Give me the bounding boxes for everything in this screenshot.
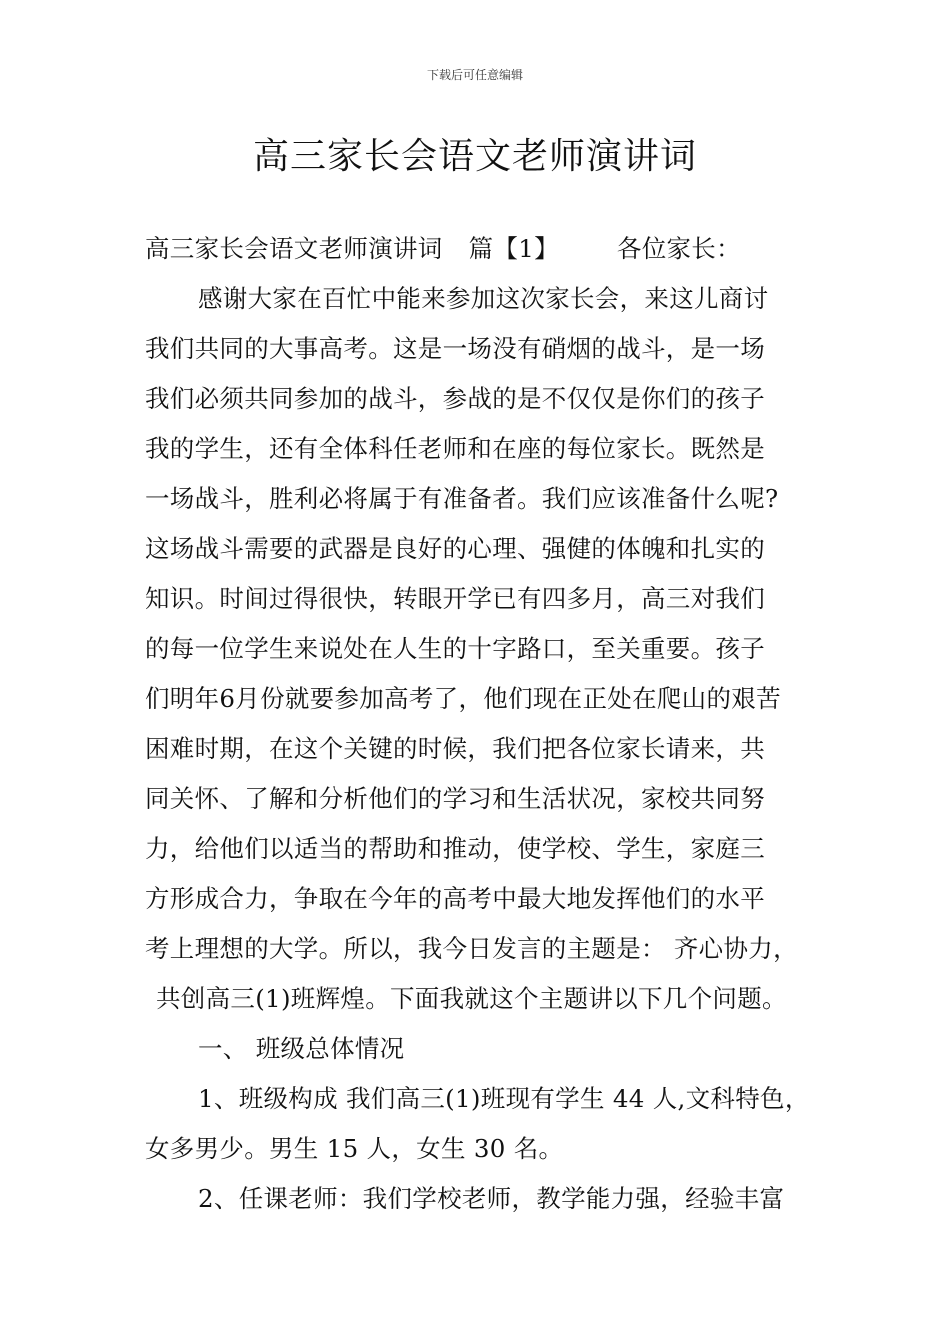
section-heading: 一、 班级总体情况 xyxy=(198,1034,405,1063)
document-title: 高三家长会语文老师演讲词 xyxy=(252,136,697,177)
paragraph-line: 共创高三(1)班辉煌。下面我就这个主题讲以下几个问题。 xyxy=(156,984,787,1013)
paragraph-line: 1、班级构成 我们高三(1)班现有学生 44 人,文科特色， xyxy=(198,1084,810,1113)
paragraph-line: 力，给他们以适当的帮助和推动，使学校、学生，家庭三 xyxy=(145,834,765,863)
subtitle-doc-name: 高三家长会语文老师演讲词 xyxy=(145,234,443,263)
paragraph-line: 这场战斗需要的武器是良好的心理、强健的体魄和扎实的 xyxy=(145,534,765,563)
paragraph-line: 我们共同的大事高考。这是一场没有硝烟的战斗，是一场 xyxy=(145,334,765,363)
subtitle-greeting: 各位家长： xyxy=(616,234,741,263)
paragraph-line: 2、任课老师：我们学校老师，教学能力强，经验丰富 xyxy=(198,1184,785,1213)
paragraph-line: 们明年6月份就要参加高考了，他们现在正处在爬山的艰苦 xyxy=(145,684,781,713)
header-note: 下载后可任意编辑 xyxy=(426,68,523,82)
paragraph-line: 考上理想的大学。所以，我今日发言的主题是： 齐心协力， xyxy=(145,934,798,963)
paragraph-line: 方形成合力，争取在今年的高考中最大地发挥他们的水平 xyxy=(145,884,765,913)
paragraph-line: 困难时期，在这个关键的时候，我们把各位家长请来，共 xyxy=(145,734,765,763)
paragraph-line: 女多男少。男生 15 人，女生 30 名。 xyxy=(145,1134,564,1163)
paragraph-line: 的每一位学生来说处在人生的十字路口，至关重要。孩子 xyxy=(145,634,765,663)
paragraph-line: 同关怀、了解和分析他们的学习和生活状况，家校共同努 xyxy=(145,784,765,813)
paragraph-line: 我的学生，还有全体科任老师和在座的每位家长。既然是 xyxy=(145,434,765,463)
subtitle-section: 篇【1】 xyxy=(468,234,559,263)
paragraph-line: 我们必须共同参加的战斗，参战的是不仅仅是你们的孩子 xyxy=(145,384,765,413)
paragraph-line: 一场战斗，胜利必将属于有准备者。我们应该准备什么呢? xyxy=(145,484,779,513)
paragraph-line: 感谢大家在百忙中能来参加这次家长会，来这儿商讨 xyxy=(198,284,769,313)
paragraph-line: 知识。时间过得很快，转眼开学已有四多月，高三对我们 xyxy=(145,584,765,613)
subtitle-line xyxy=(145,232,835,266)
